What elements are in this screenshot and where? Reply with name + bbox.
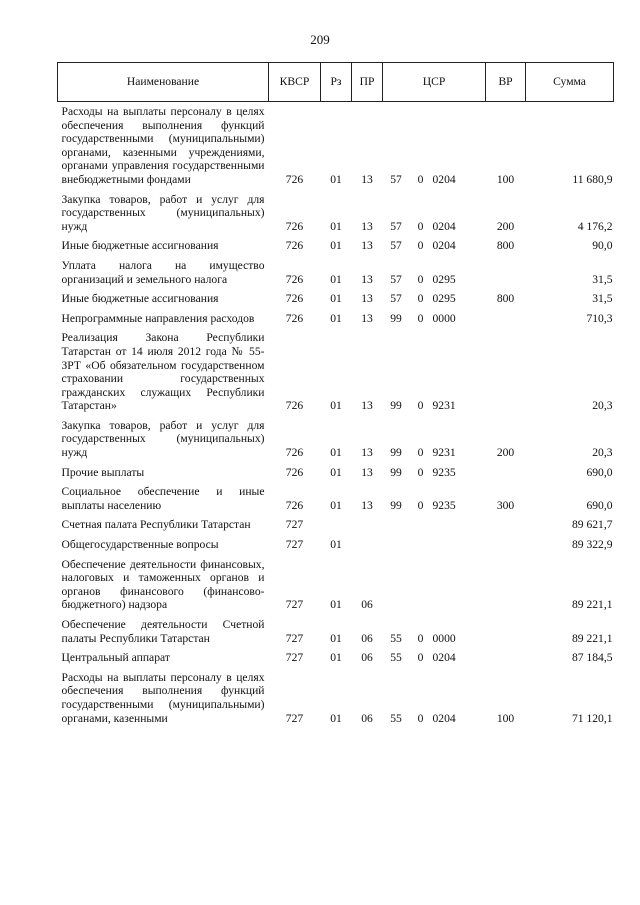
table-row (58, 555, 614, 615)
row-vr: 800 (496, 292, 515, 306)
row-csr-subprogram: 0 (417, 651, 424, 665)
header-csr: ЦСР (383, 63, 486, 102)
row-kvsr: 726 (285, 219, 304, 233)
row-csr-direction: 0204 (432, 172, 456, 186)
row-rz: 01 (330, 172, 342, 186)
row-csr-direction (432, 535, 486, 555)
row-csr-subprogram (410, 515, 432, 535)
row-csr-subprogram: 0 (417, 711, 424, 725)
row-vr (486, 463, 526, 483)
row-vr (486, 555, 526, 615)
row-csr-direction: 0204 (432, 219, 456, 233)
header-pr: ПР (352, 63, 383, 102)
row-csr-direction (432, 515, 486, 535)
row-kvsr: 726 (285, 446, 304, 460)
row-pr: 13 (361, 219, 373, 233)
row-vr (486, 648, 526, 668)
row-csr-direction: 0204 (432, 711, 456, 725)
row-csr-program (383, 515, 410, 535)
row-vr (486, 309, 526, 329)
row-sum: 89 221,1 (571, 631, 613, 645)
row-rz: 01 (330, 446, 342, 460)
row-rz: 01 (330, 272, 342, 286)
row-csr-program: 55 (390, 711, 402, 725)
header-sum: Сумма (526, 63, 614, 102)
row-name: Закупка товаров, работ и услуг для государственных (муниципальных) нужд (61, 418, 265, 460)
row-sum: 89 221,1 (571, 598, 613, 612)
row-sum: 31,5 (592, 292, 613, 306)
table-row (58, 482, 614, 515)
row-csr-program: 99 (390, 465, 402, 479)
row-name: Уплата налога на имущество организаций и земельного налога (61, 258, 265, 286)
row-vr (486, 515, 526, 535)
table-row (58, 289, 614, 309)
header-rz: Рз (321, 63, 352, 102)
row-rz: 01 (330, 498, 342, 512)
row-csr-subprogram: 0 (417, 465, 424, 479)
row-pr: 13 (361, 292, 373, 306)
row-csr-direction: 0204 (432, 651, 456, 665)
row-rz: 01 (330, 651, 342, 665)
row-csr-program: 57 (390, 292, 402, 306)
table-row (58, 236, 614, 256)
row-pr (352, 515, 383, 535)
row-csr-direction (432, 555, 486, 615)
row-csr-program: 57 (390, 239, 402, 253)
row-rz: 01 (330, 219, 342, 233)
row-pr: 13 (361, 498, 373, 512)
row-pr: 13 (361, 446, 373, 460)
table-header-row (58, 63, 614, 102)
row-csr-program: 99 (390, 446, 402, 460)
row-name: Иные бюджетные ассигнования (61, 292, 219, 306)
row-pr: 13 (361, 465, 373, 479)
table-row (58, 102, 614, 190)
row-name: Закупка товаров, работ и услуг для государственных (муниципальных) нужд (61, 192, 265, 233)
row-pr: 13 (361, 239, 373, 253)
row-name: Центральный аппарат (61, 651, 170, 665)
row-kvsr: 727 (285, 518, 304, 532)
row-name: Обеспечение деятельности финансовых, налоговых и таможенных органов и органов финансового (финансово-бюджетного) надзора (61, 557, 265, 612)
row-name: Иные бюджетные ассигнования (61, 239, 219, 253)
row-rz: 01 (330, 465, 342, 479)
row-name: Расходы на выплаты персоналу в целях обеспечения выполнения функций государственными (муниципальными) органами, казенными (61, 670, 265, 725)
row-kvsr: 726 (285, 239, 304, 253)
row-pr: 13 (361, 399, 373, 413)
row-rz: 01 (330, 631, 342, 645)
row-name: Социальное обеспечение и иные выплаты населению (61, 485, 265, 512)
table-row (58, 309, 614, 329)
row-sum: 31,5 (592, 272, 613, 286)
row-vr: 200 (496, 219, 515, 233)
row-kvsr: 727 (285, 598, 304, 612)
row-pr (352, 535, 383, 555)
row-sum: 710,3 (586, 311, 613, 325)
row-sum: 690,0 (586, 465, 613, 479)
row-csr-program (383, 535, 410, 555)
row-csr-direction: 0000 (432, 311, 456, 325)
row-rz: 01 (330, 239, 342, 253)
table-row (58, 648, 614, 668)
row-csr-direction: 9235 (432, 498, 456, 512)
table-row (58, 463, 614, 483)
row-vr: 300 (496, 498, 515, 512)
row-vr (486, 328, 526, 416)
table-row (58, 328, 614, 416)
row-csr-program: 99 (390, 399, 402, 413)
row-kvsr: 726 (285, 399, 304, 413)
row-csr-direction: 9231 (432, 446, 456, 460)
row-csr-program: 55 (390, 651, 402, 665)
row-csr-subprogram: 0 (417, 446, 424, 460)
row-csr-direction: 0000 (432, 631, 456, 645)
row-sum: 89 322,9 (571, 538, 613, 552)
row-csr-subprogram: 0 (417, 311, 424, 325)
budget-table (57, 62, 614, 728)
row-sum: 20,3 (592, 399, 613, 413)
row-vr: 100 (496, 172, 515, 186)
row-csr-program: 57 (390, 219, 402, 233)
row-kvsr: 727 (285, 651, 304, 665)
row-csr-subprogram (410, 555, 432, 615)
page-number: 209 (310, 32, 330, 47)
row-csr-subprogram: 0 (417, 498, 424, 512)
row-kvsr: 726 (285, 465, 304, 479)
row-vr: 200 (496, 446, 515, 460)
row-sum: 4 176,2 (577, 219, 613, 233)
row-pr: 06 (361, 631, 373, 645)
row-csr-direction: 9231 (432, 399, 456, 413)
header-name: Наименование (58, 63, 269, 102)
row-csr-program: 57 (390, 272, 402, 286)
row-csr-direction: 9235 (432, 465, 456, 479)
row-name: Реализация Закона Республики Татарстан от 14 июля 2012 года № 55-ЗРТ «Об обязательном государственном страховании государственных гражданских служащих Республики Татарстан» (61, 331, 265, 413)
row-csr-program: 99 (390, 498, 402, 512)
table-row (58, 615, 614, 648)
table-row (58, 416, 614, 463)
row-csr-direction: 0204 (432, 239, 456, 253)
row-vr (486, 615, 526, 648)
row-kvsr: 727 (285, 538, 304, 552)
row-rz: 01 (330, 399, 342, 413)
row-csr-direction: 0295 (432, 272, 456, 286)
row-csr-program: 55 (390, 631, 402, 645)
row-csr-subprogram: 0 (417, 399, 424, 413)
row-csr-program: 99 (390, 311, 402, 325)
table-row (58, 668, 614, 728)
row-kvsr: 726 (285, 292, 304, 306)
row-csr-subprogram: 0 (417, 272, 424, 286)
table-row (58, 190, 614, 237)
row-pr: 06 (361, 651, 373, 665)
row-vr: 800 (496, 239, 515, 253)
row-csr-subprogram (410, 535, 432, 555)
row-sum: 690,0 (586, 498, 613, 512)
row-sum: 87 184,5 (571, 651, 613, 665)
row-sum: 71 120,1 (571, 711, 613, 725)
row-kvsr: 726 (285, 272, 304, 286)
table-row (58, 256, 614, 289)
row-pr: 06 (361, 711, 373, 725)
row-pr: 13 (361, 311, 373, 325)
row-rz: 01 (330, 311, 342, 325)
row-csr-program (383, 555, 410, 615)
row-csr-direction: 0295 (432, 292, 456, 306)
row-rz: 01 (330, 598, 342, 612)
row-sum: 90,0 (592, 239, 613, 253)
row-kvsr: 727 (285, 631, 304, 645)
row-name: Расходы на выплаты персоналу в целях обеспечения выполнения функций государственными (муниципальными) органами, казенными учреждениями, органами управления государственными внебюджетными фондами (61, 105, 265, 186)
row-name: Общегосударственные вопросы (61, 538, 219, 552)
row-csr-subprogram: 0 (417, 239, 424, 253)
row-vr (486, 256, 526, 289)
row-name: Обеспечение деятельности Счетной палаты Республики Татарстан (61, 618, 265, 645)
row-kvsr: 726 (285, 172, 304, 186)
row-name: Непрограммные направления расходов (61, 311, 255, 325)
row-rz (321, 515, 352, 535)
row-rz: 01 (330, 711, 342, 725)
row-csr-subprogram: 0 (417, 219, 424, 233)
row-name: Прочие выплаты (61, 465, 145, 479)
row-rz: 01 (330, 292, 342, 306)
row-kvsr: 726 (285, 311, 304, 325)
row-csr-subprogram: 0 (417, 292, 424, 306)
row-csr-subprogram: 0 (417, 631, 424, 645)
header-vr: ВР (486, 63, 526, 102)
row-vr (486, 535, 526, 555)
row-name: Счетная палата Республики Татарстан (61, 518, 251, 532)
row-csr-subprogram: 0 (417, 172, 424, 186)
table-body (58, 102, 614, 729)
row-pr: 13 (361, 172, 373, 186)
row-sum: 89 621,7 (571, 518, 613, 532)
table-row (58, 515, 614, 535)
row-kvsr: 727 (285, 711, 304, 725)
row-sum: 11 680,9 (572, 172, 613, 186)
row-csr-program: 57 (390, 172, 402, 186)
row-rz: 01 (330, 538, 342, 552)
row-pr: 13 (361, 272, 373, 286)
row-sum: 20,3 (592, 446, 613, 460)
row-kvsr: 726 (285, 498, 304, 512)
header-kvsr: КВСР (269, 63, 321, 102)
table-row (58, 535, 614, 555)
row-pr: 06 (361, 598, 373, 612)
row-vr: 100 (496, 711, 515, 725)
